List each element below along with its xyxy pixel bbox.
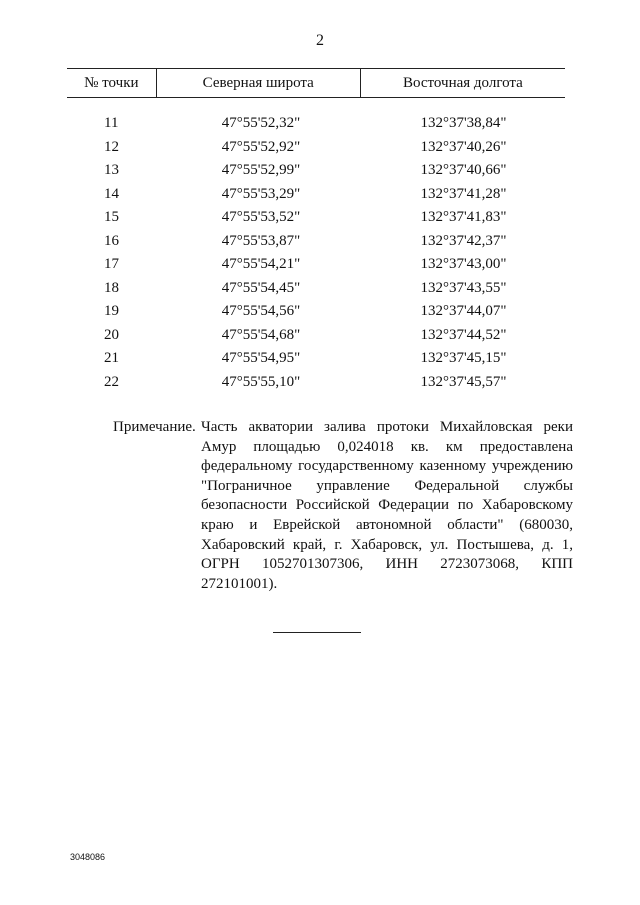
coordinates-table xyxy=(67,68,565,394)
point-number-cell: 13 xyxy=(104,162,119,179)
table-row xyxy=(67,253,565,277)
longitude-cell: 132°37'41,83" xyxy=(420,209,507,226)
point-number-cell: 22 xyxy=(104,373,119,390)
longitude-cell: 132°37'44,07" xyxy=(420,303,507,320)
longitude-cell: 132°37'43,00" xyxy=(420,256,507,273)
table-row xyxy=(67,371,565,395)
table-row xyxy=(67,230,565,254)
latitude-cell: 47°55'54,56" xyxy=(221,303,301,320)
table-row xyxy=(67,183,565,207)
point-number-cell: 18 xyxy=(104,279,119,296)
table-row xyxy=(67,347,565,371)
note-label: Примечание. xyxy=(113,419,196,435)
point-number-cell: 15 xyxy=(104,209,119,226)
table-row xyxy=(67,324,565,348)
table-row xyxy=(67,136,565,160)
header-east-longitude: Восточная долгота xyxy=(403,74,523,91)
longitude-cell: 132°37'45,57" xyxy=(420,373,507,390)
latitude-cell: 47°55'55,10" xyxy=(221,373,301,390)
latitude-cell: 47°55'53,29" xyxy=(221,185,301,202)
note xyxy=(113,418,573,594)
latitude-cell: 47°55'53,52" xyxy=(221,209,301,226)
longitude-cell: 132°37'42,37" xyxy=(420,232,507,249)
point-number-cell: 16 xyxy=(104,232,119,249)
table-row xyxy=(67,300,565,324)
point-number-cell: 11 xyxy=(104,115,119,132)
point-number-cell: 21 xyxy=(104,350,119,367)
latitude-cell: 47°55'52,99" xyxy=(221,162,301,179)
latitude-cell: 47°55'54,21" xyxy=(221,256,301,273)
longitude-cell: 132°37'44,52" xyxy=(420,326,507,343)
point-number-cell: 12 xyxy=(104,138,119,155)
table-header xyxy=(67,68,565,98)
point-number-cell: 20 xyxy=(104,326,119,343)
longitude-cell: 132°37'45,15" xyxy=(420,350,507,367)
latitude-cell: 47°55'54,45" xyxy=(221,279,301,296)
latitude-cell: 47°55'52,32" xyxy=(221,115,301,132)
header-point-number: № точки xyxy=(84,74,139,91)
point-number-cell: 17 xyxy=(104,256,119,273)
latitude-cell: 47°55'54,68" xyxy=(221,326,301,343)
header-north-latitude: Северная широта xyxy=(156,69,361,97)
latitude-cell: 47°55'54,95" xyxy=(221,350,301,367)
point-number-cell: 14 xyxy=(104,185,119,202)
latitude-cell: 47°55'53,87" xyxy=(221,232,301,249)
table-row xyxy=(67,159,565,183)
point-number-cell: 19 xyxy=(104,303,119,320)
page-number: 2 xyxy=(316,32,324,49)
longitude-cell: 132°37'40,66" xyxy=(420,162,507,179)
table-body xyxy=(67,112,565,394)
table-row xyxy=(67,206,565,230)
longitude-cell: 132°37'41,28" xyxy=(420,185,507,202)
table-row xyxy=(67,277,565,301)
note-text: Часть акватории залива протоки Михайловская реки Амур площадью 0,024018 кв. км предоставлена федеральному государственному казенному учреждению "Пограничное управление Федеральной службы безопасности Российской Федерации по Хабаровскому краю и Еврейской автономной области" (680030, Хабаровский край, г. Хабаровск, ул. Постышева, д. 1, ОГРН 1052701307306, ИНН 2723073068, КПП 272101001). xyxy=(201,419,573,592)
longitude-cell: 132°37'38,84" xyxy=(420,115,507,132)
latitude-cell: 47°55'52,92" xyxy=(221,138,301,155)
longitude-cell: 132°37'43,55" xyxy=(420,279,507,296)
table-row xyxy=(67,112,565,136)
longitude-cell: 132°37'40,26" xyxy=(420,138,507,155)
document-code: 3048086 xyxy=(70,852,106,862)
separator-line xyxy=(273,632,361,633)
